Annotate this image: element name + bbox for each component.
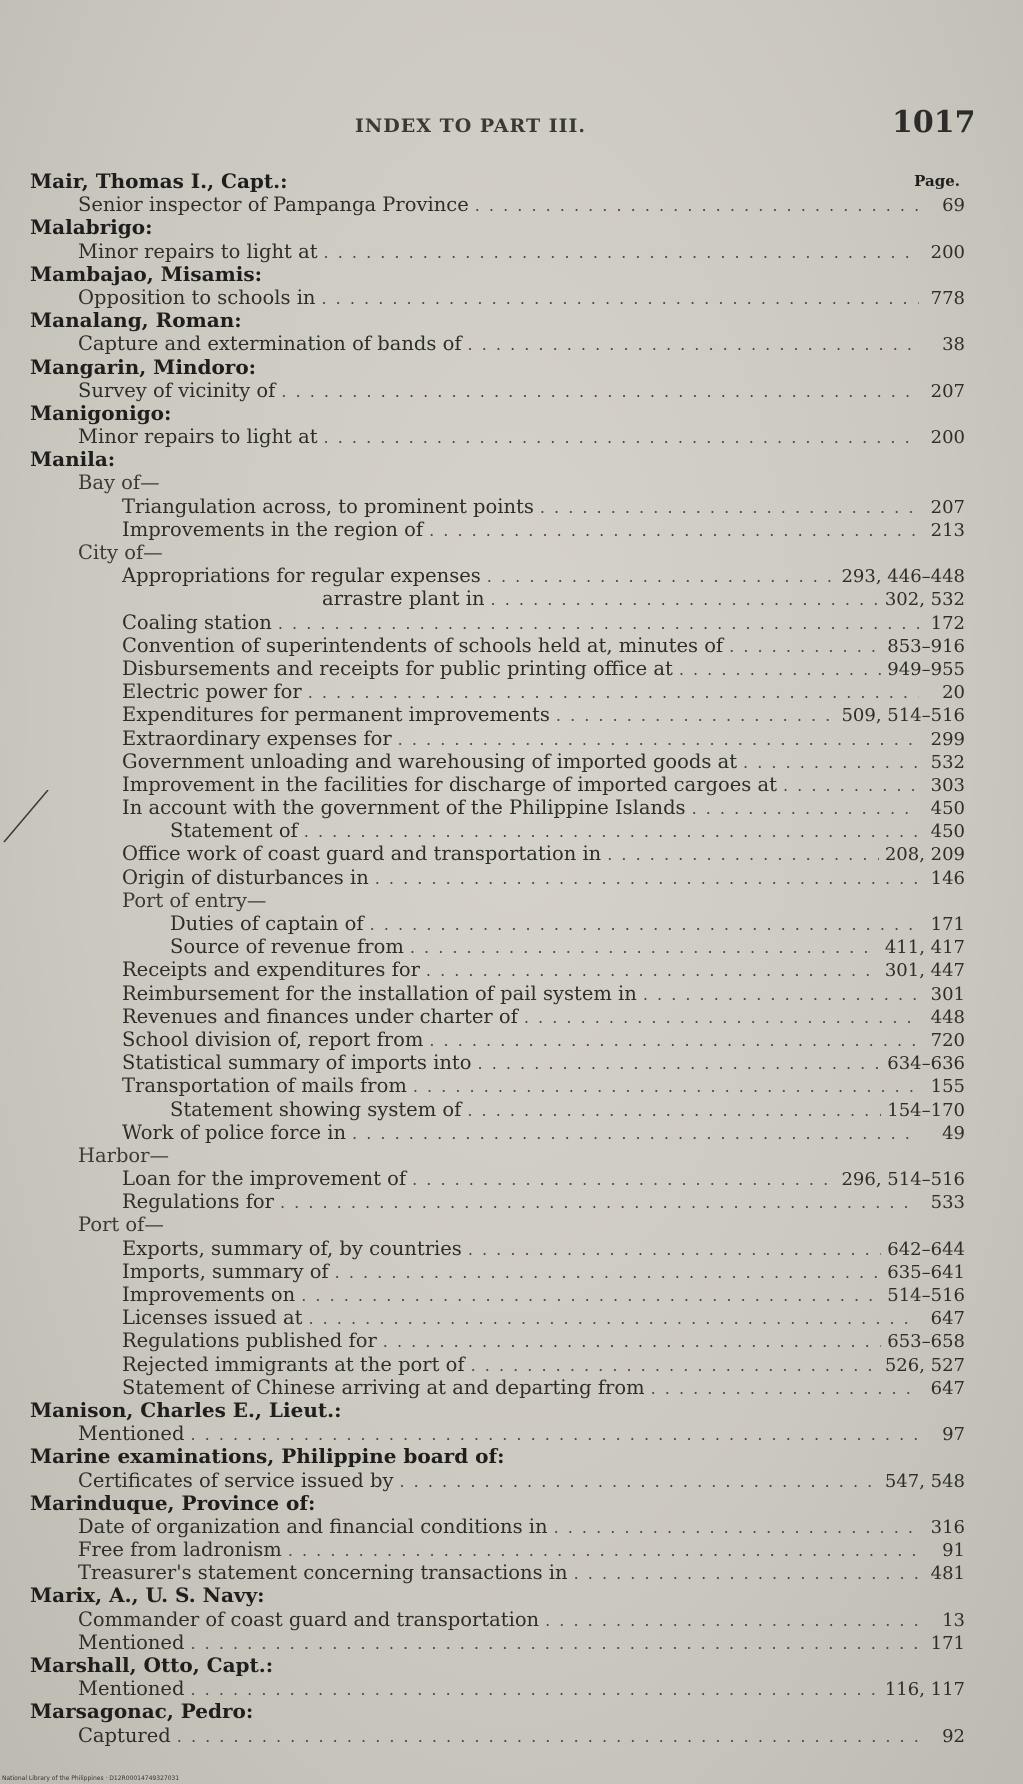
leader-dots xyxy=(468,333,919,356)
index-entry xyxy=(30,1724,965,1747)
entry-text: Reimbursement for the installation of pail system in xyxy=(122,981,637,1005)
leader-dots xyxy=(399,1470,878,1493)
entry-text: Extraordinary expenses for xyxy=(122,726,392,750)
index-heading xyxy=(30,1445,965,1468)
index-entry xyxy=(30,1353,965,1376)
entry-page-ref: 533 xyxy=(930,1192,965,1214)
index-entry xyxy=(30,935,965,958)
subheading-text: Port of— xyxy=(78,1213,164,1237)
leader-dots xyxy=(280,1191,919,1214)
leader-dots xyxy=(607,843,879,866)
entry-page-ref: 208, 209 xyxy=(884,844,965,866)
index-heading xyxy=(30,309,965,332)
entry-page-ref: 97 xyxy=(942,1424,965,1446)
leader-dots xyxy=(491,588,879,611)
entry-page-ref: 448 xyxy=(930,1006,965,1028)
entry-text: Appropriations for regular expenses xyxy=(122,564,481,588)
index-entry xyxy=(30,1098,965,1121)
index-subheading xyxy=(30,889,965,912)
index-entry xyxy=(30,1329,965,1352)
leader-dots xyxy=(322,287,920,310)
heading-text: Marshall, Otto, Capt.: xyxy=(30,1653,274,1677)
entry-page-ref: 146 xyxy=(930,867,965,889)
leader-dots xyxy=(190,1632,919,1655)
entry-text: Improvement in the facilities for discharge of imported cargoes at xyxy=(122,772,777,796)
entry-page-ref: 411, 417 xyxy=(884,937,965,959)
index-entry xyxy=(30,912,965,935)
entry-text: Minor repairs to light at xyxy=(78,239,318,263)
index-entry xyxy=(30,982,965,1005)
index-entry xyxy=(30,1677,965,1700)
entry-page-ref: 301, 447 xyxy=(884,960,965,982)
leader-dots xyxy=(729,635,881,658)
entry-page-ref: 299 xyxy=(930,728,965,750)
leader-dots xyxy=(783,774,919,797)
entry-text: Treasurer's statement concerning transactions in xyxy=(78,1561,568,1585)
entry-text: Mentioned xyxy=(78,1677,185,1701)
entry-page-ref: 316 xyxy=(930,1516,965,1538)
leader-dots xyxy=(281,380,919,403)
entry-text: Statement of Chinese arriving at and departing from xyxy=(122,1375,645,1399)
entry-page-ref: 302, 532 xyxy=(884,589,965,611)
leader-dots xyxy=(429,1029,919,1052)
entry-page-ref: 514–516 xyxy=(887,1285,965,1306)
entry-text: Expenditures for permanent improvements xyxy=(122,703,550,727)
entry-page-ref: 116, 117 xyxy=(884,1679,965,1701)
heading-text: Marine examinations, Philippine board of: xyxy=(30,1444,505,1469)
entry-page-ref: 293, 446–448 xyxy=(841,566,965,588)
entry-text: Regulations published for xyxy=(122,1329,377,1353)
index-entry xyxy=(30,773,965,796)
entry-text: Improvements on xyxy=(122,1283,296,1306)
index-subheading xyxy=(30,1213,965,1236)
entry-page-ref: 171 xyxy=(930,1632,965,1654)
entry-page-ref: 38 xyxy=(942,334,965,356)
entry-text: arrastre plant in xyxy=(322,587,485,611)
entry-text: Statistical summary of imports into xyxy=(122,1051,472,1075)
running-head: INDEX TO PART III. xyxy=(355,115,587,137)
entry-page-ref: 450 xyxy=(930,798,965,820)
leader-dots xyxy=(574,1562,919,1585)
page-header xyxy=(0,105,1023,145)
leader-dots xyxy=(190,1423,919,1446)
leader-dots xyxy=(540,496,919,519)
leader-dots xyxy=(524,1006,919,1029)
entry-text: Statement showing system of xyxy=(170,1097,462,1121)
subheading-text: Harbor— xyxy=(78,1143,169,1167)
entry-text: Statement of xyxy=(170,819,298,843)
entry-page-ref: 526, 527 xyxy=(884,1354,965,1376)
index-entry xyxy=(30,1028,965,1051)
index-entry xyxy=(30,518,965,541)
index-entry xyxy=(30,240,965,263)
heading-text: Mair, Thomas I., Capt.: xyxy=(30,169,288,193)
index-entry xyxy=(30,727,965,750)
entry-page-ref: 647 xyxy=(930,1308,965,1330)
entry-page-ref: 532 xyxy=(930,751,965,773)
index-entry xyxy=(30,819,965,842)
entry-page-ref: 635–641 xyxy=(887,1261,965,1283)
leader-dots xyxy=(429,519,919,542)
entry-text: Triangulation across, to prominent points xyxy=(122,494,534,518)
entry-page-ref: 91 xyxy=(942,1540,965,1562)
index-entry xyxy=(30,1538,965,1561)
index-entry xyxy=(30,796,965,819)
subheading-text: Port of entry— xyxy=(122,888,267,912)
index-heading xyxy=(30,170,965,193)
leader-dots xyxy=(308,1307,919,1330)
entry-page-ref: 481 xyxy=(930,1563,965,1585)
index-heading xyxy=(30,448,965,471)
entry-page-ref: 853–916 xyxy=(887,635,965,657)
entry-text: Improvements in the region of xyxy=(122,517,424,541)
leader-dots xyxy=(554,1516,919,1539)
entry-page-ref: 154–170 xyxy=(887,1099,965,1121)
index-entry xyxy=(30,1121,965,1144)
entry-page-ref: 200 xyxy=(930,241,965,263)
entry-page-ref: 207 xyxy=(930,496,965,518)
heading-text: Marinduque, Province of: xyxy=(30,1490,316,1515)
index-entry xyxy=(30,286,965,309)
entry-text: Work of police force in xyxy=(122,1120,347,1144)
entry-text: Revenues and finances under charter of xyxy=(122,1004,518,1028)
entry-page-ref: 20 xyxy=(942,682,965,704)
leader-dots xyxy=(352,1122,919,1145)
index-entry xyxy=(30,1190,965,1213)
entry-page-ref: 642–644 xyxy=(887,1238,965,1260)
leader-dots xyxy=(471,1354,879,1377)
index-entry xyxy=(30,332,965,355)
entry-page-ref: 200 xyxy=(930,427,965,449)
leader-dots xyxy=(370,913,919,936)
index-entry xyxy=(30,1469,965,1492)
entry-text: Origin of disturbances in xyxy=(122,865,369,889)
leader-dots xyxy=(324,241,919,264)
leader-dots xyxy=(398,728,919,751)
subheading-text: Bay of— xyxy=(78,471,160,495)
index-entry xyxy=(30,1422,965,1445)
entry-text: School division of, report from xyxy=(122,1027,424,1051)
entry-text: Capture and extermination of bands of xyxy=(78,332,462,356)
entry-page-ref: 653–658 xyxy=(887,1331,965,1353)
index-entry xyxy=(30,1005,965,1028)
entry-page-ref: 720 xyxy=(930,1029,965,1051)
entry-text: Electric power for xyxy=(122,680,302,704)
index-entries xyxy=(30,170,965,1747)
leader-dots xyxy=(335,1261,882,1284)
entry-text: Free from ladronism xyxy=(78,1538,282,1562)
index-entry xyxy=(30,680,965,703)
heading-text: Mangarin, Mindoro: xyxy=(30,354,257,379)
heading-text: Manalang, Roman: xyxy=(30,308,242,333)
index-entry xyxy=(30,842,965,865)
index-entry xyxy=(30,958,965,981)
entry-page-ref: 213 xyxy=(930,519,965,541)
index-entry xyxy=(30,1051,965,1074)
entry-page-ref: 296, 514–516 xyxy=(841,1169,965,1191)
entry-text: In account with the government of the Philippine Islands xyxy=(122,796,686,820)
entry-page-ref: 171 xyxy=(930,914,965,935)
index-subheading xyxy=(30,1144,965,1167)
entry-page-ref: 301 xyxy=(930,983,965,1005)
entry-text: Regulations for xyxy=(122,1190,274,1214)
entry-text: Rejected immigrants at the port of xyxy=(122,1352,465,1376)
leader-dots xyxy=(177,1725,919,1748)
leader-dots xyxy=(556,704,836,727)
index-entry xyxy=(30,1074,965,1097)
entry-text: Commander of coast guard and transportation xyxy=(78,1607,540,1631)
heading-text: Marsagonac, Pedro: xyxy=(30,1699,254,1724)
entry-text: Transportation of mails from xyxy=(122,1074,407,1098)
entry-text: Mentioned xyxy=(78,1630,185,1654)
heading-text: Manigonigo: xyxy=(30,400,172,425)
index-heading xyxy=(30,1399,965,1422)
index-entry xyxy=(30,1283,965,1306)
leader-dots xyxy=(190,1678,878,1701)
entry-page-ref: 13 xyxy=(942,1609,965,1631)
entry-page-ref: 450 xyxy=(930,821,965,843)
leader-dots xyxy=(308,681,919,704)
index-entry xyxy=(30,425,965,448)
entry-page-ref: 155 xyxy=(930,1076,965,1098)
entry-text: Receipts and expenditures for xyxy=(122,958,420,982)
entry-page-ref: 647 xyxy=(930,1377,965,1399)
entry-page-ref: 69 xyxy=(942,195,965,217)
index-entry xyxy=(30,1167,965,1190)
heading-text: Manison, Charles E., Lieut.: xyxy=(30,1397,342,1422)
leader-dots xyxy=(487,565,836,588)
heading-text: Malabrigo: xyxy=(30,215,153,240)
index-entry xyxy=(30,1561,965,1584)
leader-dots xyxy=(375,867,919,890)
heading-text: Manila: xyxy=(30,447,116,472)
entry-text: Captured xyxy=(78,1723,171,1747)
entry-text: Government unloading and warehousing of imported goods at xyxy=(122,749,738,773)
leader-dots xyxy=(475,194,919,217)
index-entry xyxy=(30,1260,965,1283)
entry-page-ref: 303 xyxy=(930,774,965,796)
index-entry xyxy=(30,1515,965,1538)
subheading-text: City of— xyxy=(78,541,163,564)
entry-text: Coaling station xyxy=(122,610,272,634)
index-entry xyxy=(30,587,965,610)
entry-page-ref: 634–636 xyxy=(887,1053,965,1075)
leader-dots xyxy=(288,1539,919,1562)
entry-text: Imports, summary of xyxy=(122,1259,329,1283)
entry-page-ref: 509, 514–516 xyxy=(841,705,965,727)
entry-text: Opposition to schools in xyxy=(78,285,316,309)
index-entry xyxy=(30,1306,965,1329)
entry-page-ref: 778 xyxy=(930,287,965,309)
index-heading xyxy=(30,402,965,425)
entry-text: Exports, summary of, by countries xyxy=(122,1236,462,1260)
entry-text: Survey of vicinity of xyxy=(78,378,276,402)
index-entry xyxy=(30,1376,965,1399)
index-heading xyxy=(30,1654,965,1677)
leader-dots xyxy=(412,1168,835,1191)
leader-dots xyxy=(426,959,879,982)
index-entry xyxy=(30,634,965,657)
index-entry xyxy=(30,703,965,726)
leader-dots xyxy=(468,1238,881,1261)
leader-dots xyxy=(478,1052,882,1075)
heading-text: Marix, A., U. S. Navy: xyxy=(30,1583,265,1608)
leader-dots xyxy=(467,1099,881,1122)
entry-text: Licenses issued at xyxy=(122,1306,303,1330)
leader-dots xyxy=(324,426,919,449)
heading-text: Mambajao, Misamis: xyxy=(30,261,263,286)
entry-text: Disbursements and receipts for public printing office at xyxy=(122,656,673,680)
index-heading xyxy=(30,263,965,286)
entry-text: Senior inspector of Pampanga Province xyxy=(78,193,469,217)
index-heading xyxy=(30,216,965,239)
index-entry xyxy=(30,611,965,634)
index-subheading xyxy=(30,471,965,494)
index-entry xyxy=(30,193,965,216)
index-entry xyxy=(30,1237,965,1260)
entry-text: Date of organization and financial conditions in xyxy=(78,1514,548,1538)
index-heading xyxy=(30,1700,965,1723)
entry-text: Source of revenue from xyxy=(170,935,404,959)
entry-page-ref: 92 xyxy=(942,1725,965,1747)
entry-text: Minor repairs to light at xyxy=(78,425,318,449)
leader-dots xyxy=(692,797,919,820)
leader-dots xyxy=(413,1075,919,1098)
leader-dots xyxy=(383,1330,882,1353)
index-subheading xyxy=(30,541,965,564)
leader-dots xyxy=(410,936,879,959)
entry-page-ref: 949–955 xyxy=(887,658,965,680)
leader-dots xyxy=(651,1377,919,1400)
entry-page-ref: 547, 548 xyxy=(884,1470,965,1492)
leader-dots xyxy=(278,612,919,635)
leader-dots xyxy=(679,658,881,681)
page-number: 1017 xyxy=(892,105,976,140)
entry-text: Certificates of service issued by xyxy=(78,1468,394,1492)
entry-text: Loan for the improvement of xyxy=(122,1167,407,1191)
leader-dots xyxy=(643,983,919,1006)
leader-dots xyxy=(545,1609,919,1632)
leader-dots xyxy=(743,751,919,774)
index-entry xyxy=(30,750,965,773)
index-entry xyxy=(30,379,965,402)
entry-page-ref: 49 xyxy=(942,1122,965,1144)
entry-text: Office work of coast guard and transportation in xyxy=(122,842,602,866)
index-entry xyxy=(30,866,965,889)
index-entry xyxy=(30,564,965,587)
entry-page-ref: 172 xyxy=(930,612,965,634)
entry-page-ref: 207 xyxy=(930,380,965,402)
index-entry xyxy=(30,1608,965,1631)
index-heading xyxy=(30,1584,965,1607)
leader-dots xyxy=(304,820,919,843)
index-entry xyxy=(30,1631,965,1654)
entry-text: Convention of superintendents of schools held at, minutes of xyxy=(122,633,724,657)
index-entry xyxy=(30,495,965,518)
page-column-label: Page. xyxy=(914,172,960,190)
entry-text: Duties of captain of xyxy=(170,912,364,935)
entry-text: Mentioned xyxy=(78,1422,185,1446)
index-entry xyxy=(30,657,965,680)
leader-dots xyxy=(301,1284,881,1307)
index-heading xyxy=(30,356,965,379)
index-heading xyxy=(30,1492,965,1515)
footer-credit: National Library of the Philippines · D12R00014749327031 xyxy=(2,1775,180,1782)
